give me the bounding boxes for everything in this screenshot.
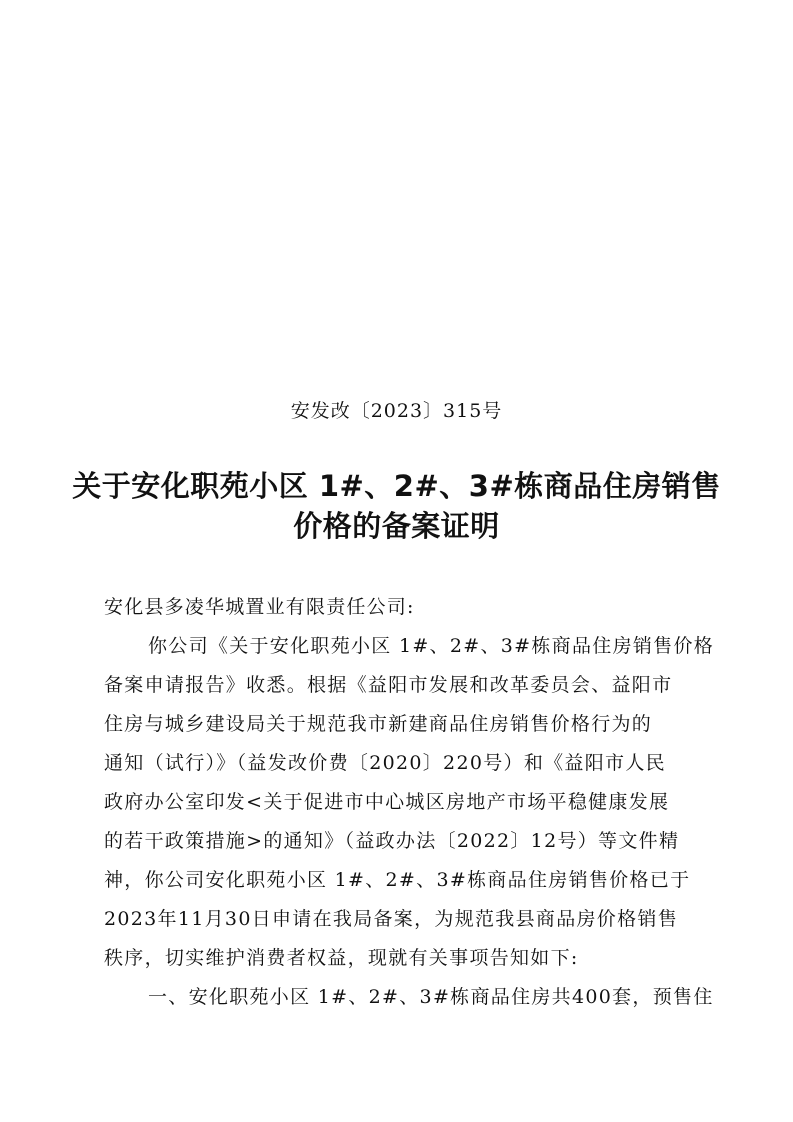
title-line-2: 价格的备案证明 xyxy=(293,509,500,543)
body-line: 政府办公室印发<关于促进市中心城区房地产市场平稳健康发展 xyxy=(104,791,670,813)
body-line: 2023年11月30日申请在我局备案，为规范我县商品房价格销售 xyxy=(104,908,679,930)
body-line: 的若干政策措施>的通知》（益政办法〔2022〕12号）等文件精 xyxy=(104,830,680,852)
body-line: 通知（试行）》（益发改价费〔2020〕220号）和《益阳市人民 xyxy=(104,752,666,774)
document-title xyxy=(60,466,733,546)
title-line-1: 关于安化职苑小区 1#、2#、3#栋商品住房销售 xyxy=(72,469,721,503)
body-line: 神，你公司安化职苑小区 1#、2#、3#栋商品住房销售价格已于 xyxy=(104,869,691,891)
body-line: 备案申请报告》收悉。根据《益阳市发展和改革委员会、益阳市 xyxy=(104,674,673,696)
document-body xyxy=(104,588,715,1017)
addressee: 安化县多凌华城置业有限责任公司: xyxy=(104,596,415,618)
body-line: 你公司《关于安化职苑小区 1#、2#、3#栋商品住房销售价格 xyxy=(148,635,715,657)
body-line: 住房与城乡建设局关于规范我市新建商品住房销售价格行为的 xyxy=(104,713,653,735)
document-number: 安发改〔2023〕315号 xyxy=(290,400,503,422)
body-line: 一、安化职苑小区 1#、2#、3#栋商品住房共400套，预售住 xyxy=(148,986,714,1008)
body-line: 秩序，切实维护消费者权益，现就有关事项告知如下: xyxy=(104,947,579,969)
